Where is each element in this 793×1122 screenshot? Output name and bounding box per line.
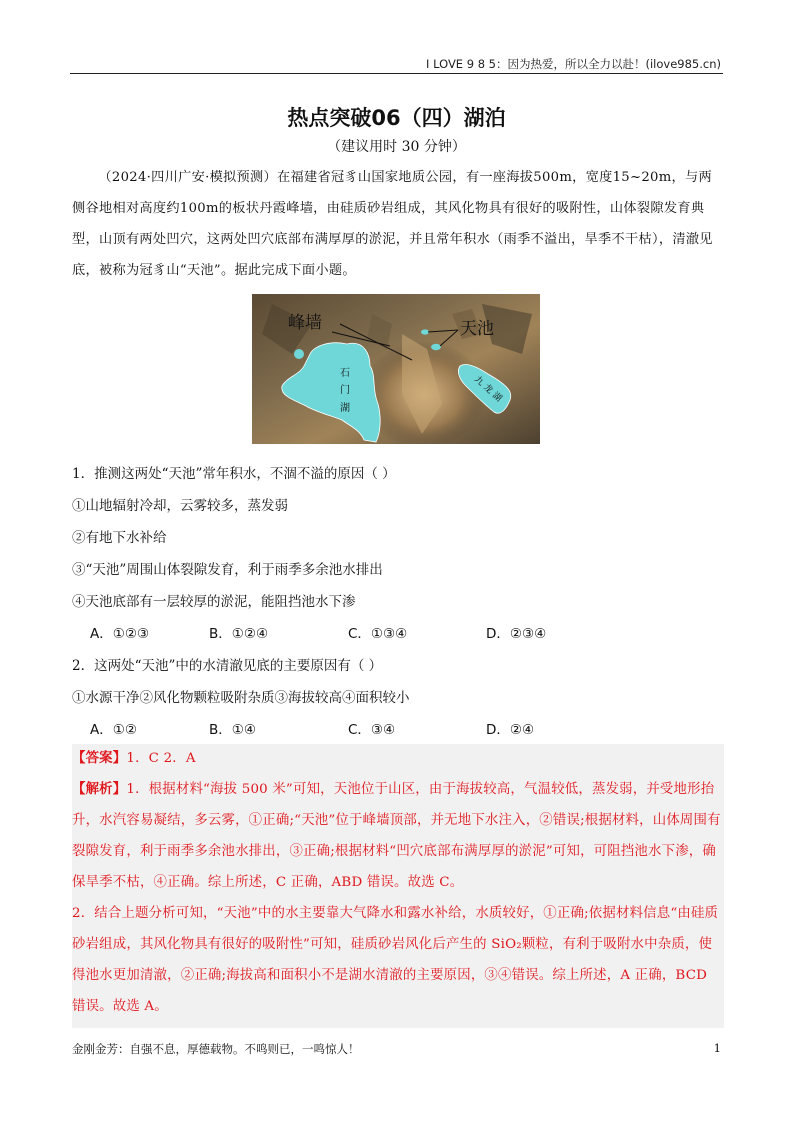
q1-item-2: ②有地下水补给 xyxy=(72,530,167,546)
label-shimen-3: 湖 xyxy=(340,403,350,414)
tianchi-pool-1 xyxy=(421,329,429,334)
header-rule xyxy=(70,73,723,74)
q2-option-c[interactable]: C．③④ xyxy=(348,722,396,738)
q2-option-a[interactable]: A．①② xyxy=(90,722,137,738)
intro-paragraph: （2024·四川广安·模拟预测）在福建省冠豸山国家地质公园，有一座海拔500m，宽度15~20m，与两侧谷地相对高度约100m的板状丹霞峰墙，由硅质砂岩组成，其风化物具有很好的吸附性，山体裂隙发育典型，山顶有两处凹穴，这两处凹穴底部布满厚厚的淤泥，并且常年积水（雨季不溢出，旱季不干枯），清澈见底，被称为冠豸山“天池”。据此完成下面小题。 xyxy=(72,170,713,278)
q1-option-a[interactable]: A．①②③ xyxy=(90,626,150,642)
small-pool-dot xyxy=(294,349,304,359)
answer-label: 【答案】 xyxy=(72,750,127,766)
label-jiulong-1: 九 xyxy=(472,374,486,389)
q1-option-c[interactable]: C．①③④ xyxy=(348,626,408,642)
analysis-paragraph-2: 2．结合上题分析可知，“天池”中的水主要靠大气降水和露水补给，水质较好，①正确;依据材料信息“由硅质砂岩组成，其风化物具有很好的吸附性”可知，硅质砂岩风化后产生的 SiO₂颗粒，有利于吸附水中杂质，使得池水更加清澈，②正确;海拔高和面积小不是湖水清澈的主要原因，③④错误。综上所述，A 正确，BCD 错误。故选 A。 xyxy=(72,906,719,1014)
q1-option-d[interactable]: D．②③④ xyxy=(486,626,547,642)
header-text: I LOVE 9 8 5：因为热爱，所以全力以赴！(ilove985.cn) xyxy=(426,57,721,71)
page-title: 热点突破06（四）湖泊 xyxy=(287,106,506,130)
q1-item-1: ①山地辐射冷却，云雾较多，蒸发弱 xyxy=(72,498,288,514)
answer-line xyxy=(72,743,724,774)
label-shimen-1: 石 xyxy=(340,368,350,379)
question-2-stem: 2．这两处“天池”中的水清澈见底的主要原因有（ ） xyxy=(72,658,383,674)
q2-option-d[interactable]: D．②④ xyxy=(486,722,535,738)
label-jiulong-3: 湖 xyxy=(490,390,504,405)
terrain-map xyxy=(252,294,540,444)
q1-item-4: ④天池底部有一层较厚的淤泥，能阻挡池水下渗 xyxy=(72,594,356,610)
analysis-paragraph-1 xyxy=(72,774,724,898)
label-shimen-2: 门 xyxy=(340,385,350,396)
q2-item-1: ①水源干净②风化物颗粒吸附杂质③海拔较高④面积较小 xyxy=(72,690,410,706)
tianchi-pool-2 xyxy=(431,344,441,350)
label-jiulong-2: 龙 xyxy=(481,382,495,397)
page-number: 1 xyxy=(713,1041,721,1055)
label-fengqiang: 峰墙 xyxy=(288,313,322,333)
page-subtitle: （建议用时 30 分钟） xyxy=(327,139,466,155)
answer-text: 1．C 2．A xyxy=(126,751,196,766)
question-1-stem: 1．推测这两处“天池”常年积水，不涸不溢的原因（ ） xyxy=(72,466,396,482)
analysis-label: 【解析】 xyxy=(72,781,127,797)
q2-option-b[interactable]: B．①④ xyxy=(209,722,256,738)
footer-motto: 金刚金芳：自强不息，厚德载物。不鸣则已，一鸣惊人！ xyxy=(72,1042,360,1056)
q1-option-b[interactable]: B．①②④ xyxy=(209,626,269,642)
q1-item-3: ③“天池”周围山体裂隙发育，利于雨季多余池水排出 xyxy=(72,562,383,578)
analysis-p1-text: 1．根据材料“海拔 500 米”可知，天池位于山区，由于海拔较高，气温较低，蒸发弱，并受地形抬升，水汽容易凝结，多云雾，①正确;“天池”位于峰墙顶部，并无地下水注入，②错误;根据材料，山体周围有裂隙发育，利于雨季多余池水排出，③正确;根据材料“凹穴底部布满厚厚的淤泥”可知，可阻挡池水下渗，确保旱季不枯，④正确。综上所述，C 正确，ABD 错误。故选 C。 xyxy=(72,782,721,890)
label-tianchi: 天池 xyxy=(460,319,494,339)
map-figure xyxy=(252,294,540,444)
